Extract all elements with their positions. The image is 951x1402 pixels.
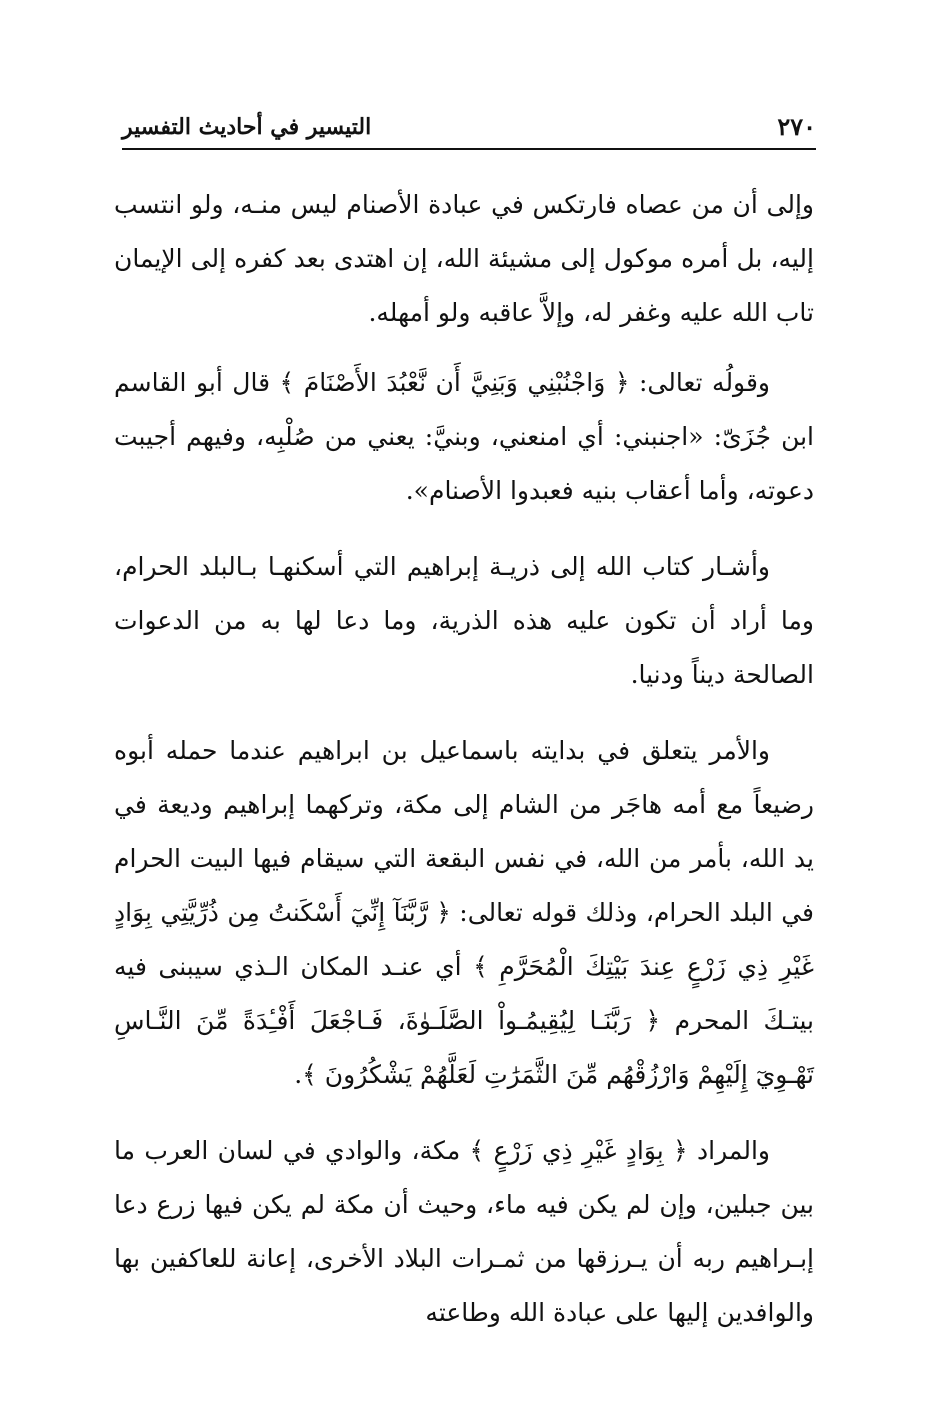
page-number: ٢٧٠ xyxy=(777,112,816,141)
running-title: التيسير في أحاديث التفسير xyxy=(122,114,372,140)
paragraph-3: وأشـار كتاب الله إلى ذريـة إبراهيم التي أسكنهـا بـالبلد الحرام، وما أراد أن تكون عليه هذه الذرية، وما دعا لها به من الدعوات الصالحة ديناً ودنيا. xyxy=(114,552,814,689)
paragraph-1: وإلى أن من عصاه فارتكس في عبادة الأصنام ليس منـه، ولو انتسب إليه، بل أمره موكول إلى مشيئة الله، إن اهتدى بعد كفره إلى الإيمان تاب الله عليه وغفر له، وإلاَّ عاقبه ولو أمهله. xyxy=(114,190,814,327)
paragraph-4: والأمر يتعلق في بدايته باسماعيل بن ابراهيم عندما حمله أبوه رضيعاً مع أمه هاجَر من الشام إلى مكة، وتركهما إبراهيم وديعة في يد الله، بأمر من الله، في نفس البقعة التي سيقام فيها البيت الحرام في البلد الحرام، وذلك قوله تعالى: ﴿ رَّبَّنَآ إِنِّيٓ أَسْكَنتُ مِن ذُرِّيَّتِي بِوَادٍ غَيْرِ ذِي زَرْعٍ عِندَ بَيْتِكَ الْمُحَرَّمِ ﴾ أي عنـد المكان الـذي سيبنى فيه بيتـكَ المحرم ﴿ رَبَّنَـا لِيُقِيمُـواْ الصَّلَـوٰةَ، فَـاجْعَلَ أَفْـِٔدَةً مِّنَ النَّـاسِ تَهْـوِيٓ إِلَيْهِمْ وَارْزُقْهُم مِّنَ الثَّمَرَٰتِ لَعَلَّهُمْ يَشْكُرُونَ ﴾. xyxy=(114,736,814,1089)
body-text xyxy=(114,178,814,1356)
paragraph-2: وقولُه تعالى: ﴿ وَاجْنُبْنِي وَبَنِيَّ أَن نَّعْبُدَ الأَصْنَامَ ﴾ قال أبو القاسم ابن جُزَىّ: «اجنبني: أي امنعني، وبنيَّ: يعني من صُلْبِه، وفيهم أجيبت دعوته، وأما أعقاب بنيه فعبدوا الأصنام». xyxy=(114,368,814,505)
paragraph-5: والمراد ﴿ بِوَادٍ غَيْرِ ذِي زَرْعٍ ﴾ مكة، والوادي في لسان العرب ما بين جبلين، وإن لم يكن فيه ماء، وحيث أن مكة لم يكن فيها زرع دعا إبـراهيم ربه أن يـرزقها من ثمـرات البلاد الأخرى، إعانة للعاكفين بها والوافدين إليها على عبادة الله وطاعته xyxy=(114,1136,814,1327)
page-header xyxy=(122,108,816,150)
